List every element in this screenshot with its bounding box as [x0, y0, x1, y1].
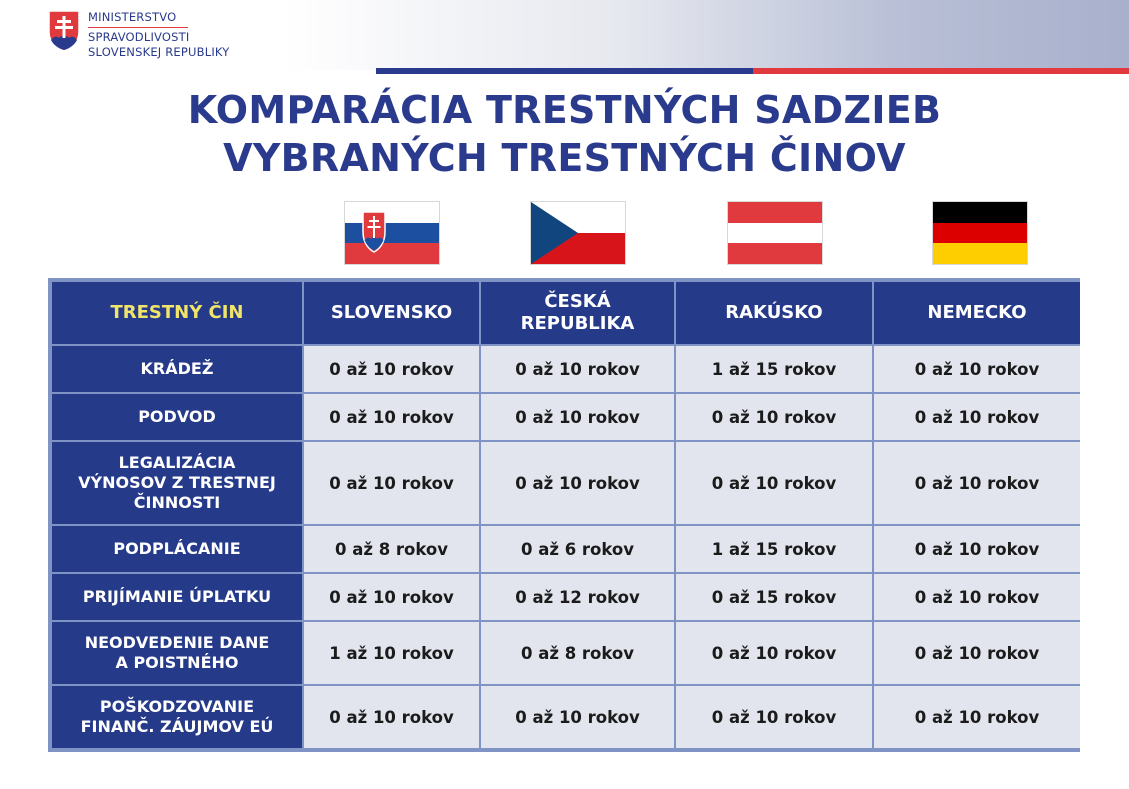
cell-germany: 0 až 10 rokov: [874, 346, 1080, 392]
row-label: [52, 686, 302, 748]
row-label-line: POŠKODZOVANIE: [99, 697, 255, 716]
row-label-line: PODVOD: [138, 407, 216, 426]
page-title: [0, 86, 1129, 182]
cell-slovakia: 0 až 10 rokov: [304, 574, 479, 620]
header-czech-line-1: ČESKÁ: [544, 291, 611, 312]
table-row: [52, 622, 1080, 684]
table-row: [52, 442, 1080, 524]
title-line-2: VYBRANÝCH TRESTNÝCH ČINOV: [223, 136, 906, 180]
cell-germany: 0 až 10 rokov: [874, 574, 1080, 620]
table-row: [52, 394, 1080, 440]
cell-slovakia: 0 až 10 rokov: [304, 442, 479, 524]
row-label-line: ČINNOSTI: [133, 493, 221, 512]
cell-germany: 0 až 10 rokov: [874, 686, 1080, 748]
germany-flag-icon: [933, 202, 1027, 264]
row-label-line: NEODVEDENIE DANE: [84, 633, 270, 652]
header-austria: RAKÚSKO: [676, 282, 872, 344]
title-line-1: KOMPARÁCIA TRESTNÝCH SADZIEB: [187, 88, 942, 132]
cell-czech-republic: 0 až 10 rokov: [481, 394, 674, 440]
row-label: [52, 442, 302, 524]
cell-austria: 0 až 15 rokov: [676, 574, 872, 620]
cell-czech-republic: 0 až 10 rokov: [481, 346, 674, 392]
cell-slovakia: 0 až 10 rokov: [304, 346, 479, 392]
header-czech-line-2: REPUBLIKA: [520, 313, 635, 334]
header-crime: TRESTNÝ ČIN: [52, 282, 302, 344]
cell-germany: 0 až 10 rokov: [874, 442, 1080, 524]
row-label: [52, 394, 302, 440]
cell-germany: 0 až 10 rokov: [874, 526, 1080, 572]
table-header-row: [52, 282, 1080, 344]
comparison-table-wrapper: [48, 278, 1080, 752]
slovak-coat-of-arms-icon: [48, 10, 80, 52]
cell-germany: 0 až 10 rokov: [874, 394, 1080, 440]
cell-austria: 0 až 10 rokov: [676, 622, 872, 684]
cell-slovakia: 0 až 8 rokov: [304, 526, 479, 572]
row-label-line: A POISTNÉHO: [115, 653, 239, 672]
row-label: [52, 622, 302, 684]
cell-slovakia: 0 až 10 rokov: [304, 394, 479, 440]
header-germany: NEMECKO: [874, 282, 1080, 344]
slovakia-flag-icon: [345, 202, 439, 264]
header-stripe-blue: [376, 68, 753, 74]
austria-flag-icon: [728, 202, 822, 264]
cell-czech-republic: 0 až 6 rokov: [481, 526, 674, 572]
cell-germany: 0 až 10 rokov: [874, 622, 1080, 684]
row-label-line: FINANČ. ZÁUJMOV EÚ: [80, 717, 274, 736]
table-row: [52, 346, 1080, 392]
row-label: [52, 346, 302, 392]
czech-flag-icon: [531, 202, 625, 264]
cell-czech-republic: 0 až 8 rokov: [481, 622, 674, 684]
cell-slovakia: 0 až 10 rokov: [304, 686, 479, 748]
row-label-line: LEGALIZÁCIA: [118, 453, 236, 472]
ministry-line-3: SLOVENSKEJ REPUBLIKY: [88, 45, 230, 59]
row-label-line: KRÁDEŽ: [140, 359, 214, 378]
header-stripe-red: [753, 68, 1129, 74]
cell-czech-republic: 0 až 12 rokov: [481, 574, 674, 620]
cell-czech-republic: 0 až 10 rokov: [481, 442, 674, 524]
cell-austria: 1 až 15 rokov: [676, 346, 872, 392]
ministry-name: [88, 10, 230, 60]
header-czech-republic: [481, 282, 674, 344]
row-label-line: VÝNOSOV Z TRESTNEJ: [78, 473, 276, 492]
cell-slovakia: 1 až 10 rokov: [304, 622, 479, 684]
cell-austria: 0 až 10 rokov: [676, 442, 872, 524]
row-label-line: PODPLÁCANIE: [113, 539, 241, 558]
row-label: [52, 574, 302, 620]
comparison-table: [50, 280, 1082, 750]
row-label: [52, 526, 302, 572]
cell-austria: 0 až 10 rokov: [676, 394, 872, 440]
table-row: [52, 686, 1080, 748]
cell-austria: 1 až 15 rokov: [676, 526, 872, 572]
cell-austria: 0 až 10 rokov: [676, 686, 872, 748]
table-row: [52, 574, 1080, 620]
ministry-line-1: MINISTERSTVO: [88, 10, 188, 28]
row-label-line: PRIJÍMANIE ÚPLATKU: [82, 587, 272, 606]
ministry-line-2: SPRAVODLIVOSTI: [88, 30, 190, 44]
cell-czech-republic: 0 až 10 rokov: [481, 686, 674, 748]
table-row: [52, 526, 1080, 572]
header-slovakia: SLOVENSKO: [304, 282, 479, 344]
